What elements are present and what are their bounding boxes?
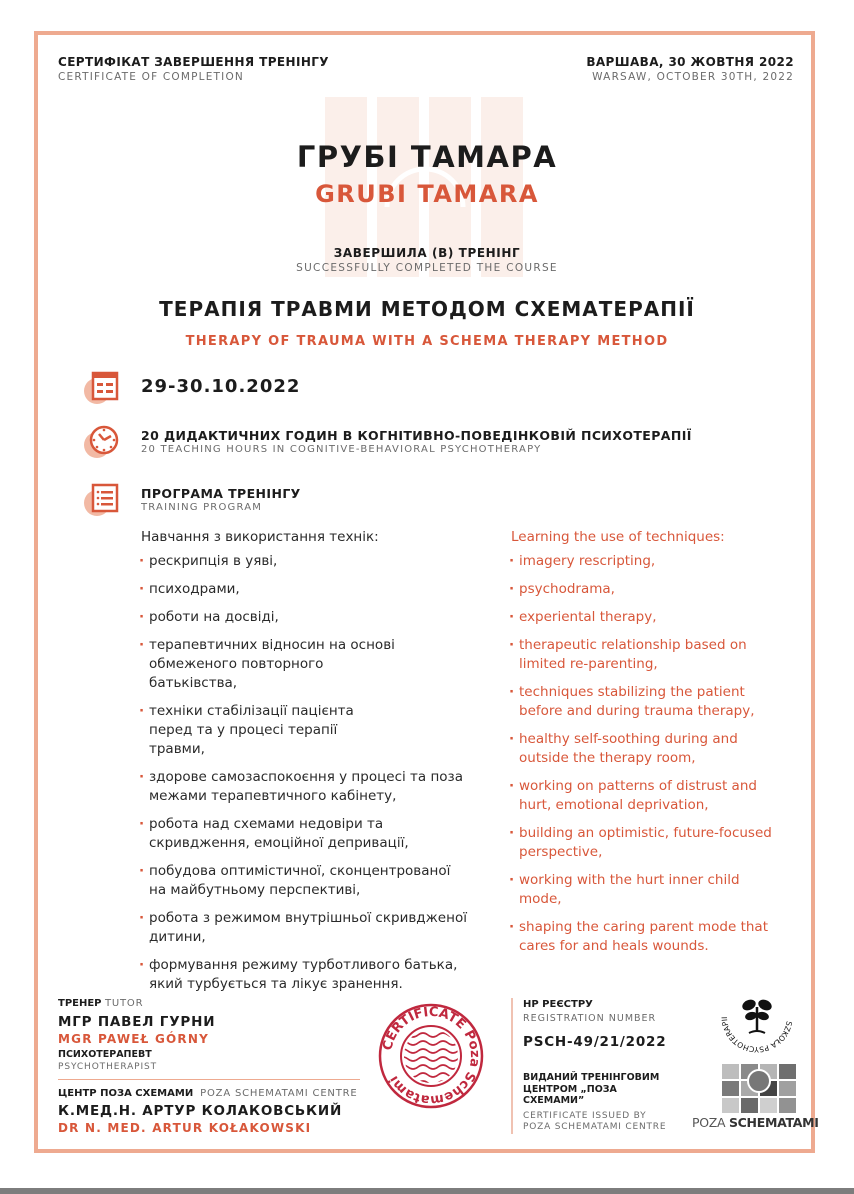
list-item: · working with the hurt inner child mode, bbox=[511, 871, 754, 909]
training-date: 29-30.10.2022 bbox=[141, 376, 301, 397]
centre-label-en: POZA SCHEMATAMI CENTRE bbox=[200, 1088, 358, 1099]
header-place-date-en: WARSAW, OCTOBER 30TH, 2022 bbox=[592, 71, 794, 83]
calendar-icon bbox=[82, 370, 122, 406]
registration-label-en: REGISTRATION NUMBER bbox=[523, 1013, 657, 1024]
list-item: · psychodrama, bbox=[511, 580, 801, 599]
registration-number: PSCH-49/21/2022 bbox=[523, 1034, 667, 1050]
recipient-name-en: GRUBI TAMARA bbox=[315, 180, 539, 208]
page-bottom-edge bbox=[0, 1188, 854, 1194]
divider bbox=[58, 1079, 360, 1080]
tutor-label bbox=[58, 998, 143, 1009]
hours-en: 20 TEACHING HOURS IN COGNITIVE-BEHAVIORAL PSYCHOTHERAPY bbox=[141, 444, 542, 455]
list-item: · working on patterns of distrust and hurt, emotional deprivation, bbox=[511, 777, 779, 815]
issued-by-en: CERTIFICATE ISSUED BY POZA SCHEMATAMI CENTRE bbox=[523, 1111, 667, 1132]
tutor-name-en: MGR PAWEŁ GÓRNY bbox=[58, 1032, 209, 1046]
list-item: · healthy self-soothing during and outside the therapy room, bbox=[511, 730, 754, 768]
tutor-name-ua: МГР ПАВЕЛ ГУРНИ bbox=[58, 1014, 216, 1030]
list-item: · робота з режимом внутрішньої скривдженої дитини, bbox=[141, 909, 484, 947]
program-intro-ua: Навчання з використання технік: bbox=[141, 529, 379, 545]
clock-icon bbox=[82, 424, 122, 460]
list-item: · imagery rescripting, bbox=[511, 552, 801, 571]
list-item: · побудова оптимістичної, сконцентрованої на майбутньому перспективі, bbox=[141, 862, 469, 900]
hours-ua: 20 ДИДАКТИЧНИХ ГОДИН В КОГНІТИВНО-ПОВЕДІНКОВІЙ ПСИХОТЕРАПІЇ bbox=[141, 428, 692, 443]
crescentia-logo bbox=[715, 975, 799, 1055]
header-place-date-ua: ВАРШАВА, 30 ЖОВТНЯ 2022 bbox=[586, 55, 794, 69]
certificate-stamp bbox=[378, 1003, 484, 1109]
issued-by-ua: ВИДАНИЙ ТРЕНІНГОВИМ ЦЕНТРОМ „ПОЗА СХЕМАМИ” bbox=[523, 1072, 660, 1106]
centre-label bbox=[58, 1088, 358, 1099]
list-item: · терапевтичних відносин на основі обмеженого повторного батьківства, bbox=[141, 636, 414, 693]
list-item: · techniques stabilizing the patient before and during trauma therapy, bbox=[511, 683, 774, 721]
list-item: · therapeutic relationship based on limited re-parenting, bbox=[511, 636, 769, 674]
completion-label-en: SUCCESSFULLY COMPLETED THE COURSE bbox=[296, 262, 558, 274]
poza-schematami-wordmark bbox=[692, 1115, 819, 1130]
list-item: · experiental therapy, bbox=[511, 608, 801, 627]
program-list-en bbox=[511, 528, 801, 965]
list-item: · роботи на досвіді, bbox=[141, 608, 491, 627]
centre-label-ua: ЦЕНТР ПОЗА СХЕМАМИ bbox=[58, 1088, 194, 1099]
list-item: · робота над схемами недовіри та скривдження, емоційної депривації, bbox=[141, 815, 409, 853]
course-title-en: THERAPY OF TRAUMA WITH A SCHEMA THERAPY METHOD bbox=[185, 334, 669, 349]
crescentia-text: SZKOŁA PSYCHOTERAPII bbox=[719, 1016, 794, 1055]
program-list-ua bbox=[141, 528, 491, 1003]
poza-word: POZA bbox=[692, 1115, 726, 1130]
list-item: · shaping the caring parent mode that cares for and heals wounds. bbox=[511, 918, 794, 956]
completion-label-ua: ЗАВЕРШИЛА (В) ТРЕНІНГ bbox=[333, 246, 521, 260]
list-item: · психодрами, bbox=[141, 580, 491, 599]
course-title-ua: ТЕРАПІЯ ТРАВМИ МЕТОДОМ СХЕМАТЕРАПІЇ bbox=[159, 297, 695, 321]
program-heading-en: TRAINING PROGRAM bbox=[141, 502, 263, 513]
poza-schematami-logo bbox=[722, 1064, 796, 1114]
header-title-ua: СЕРТИФІКАТ ЗАВЕРШЕННЯ ТРЕНІНГУ bbox=[58, 55, 329, 69]
list-item: · формування режиму турботливого батька, який турбується та лікує зранення. bbox=[141, 956, 469, 994]
list-item: · рескрипція в уяві, bbox=[141, 552, 491, 571]
registration-label-ua: НР РЕЄСТРУ bbox=[523, 999, 593, 1010]
stamp-text: CERTIFICATE Poza Schematami bbox=[380, 1004, 483, 1108]
program-intro-en: Learning the use of techniques: bbox=[511, 529, 725, 545]
list-item: · техніки стабілізації пацієнта перед та у процесі терапії травми, bbox=[141, 702, 394, 759]
list-item: · здорове самозаспокоєння у процесі та поза межами терапевтичного кабінету, bbox=[141, 768, 484, 806]
schematami-word: SCHEMATAMI bbox=[728, 1115, 819, 1130]
program-heading-ua: ПРОГРАМА ТРЕНІНГУ bbox=[141, 486, 301, 501]
director-name-ua: К.МЕД.Н. АРТУР КОЛАКОВСЬКИЙ bbox=[58, 1103, 343, 1119]
recipient-name-ua: ГРУБІ ТАМАРА bbox=[296, 140, 558, 174]
header-title-en: CERTIFICATE OF COMPLETION bbox=[58, 71, 244, 83]
tutor-label-ua: ТРЕНЕР bbox=[58, 998, 102, 1009]
tutor-role-en: PSYCHOTHERAPIST bbox=[58, 1062, 158, 1072]
tutor-label-en: TUTOR bbox=[105, 998, 144, 1009]
list-item: · building an optimistic, future-focused perspective, bbox=[511, 824, 794, 862]
registration-divider bbox=[511, 998, 513, 1134]
tutor-role-ua: ПСИХОТЕРАПЕВТ bbox=[58, 1049, 152, 1060]
list-icon bbox=[82, 482, 122, 518]
director-name-en: DR N. MED. ARTUR KOŁAKOWSKI bbox=[58, 1121, 312, 1135]
